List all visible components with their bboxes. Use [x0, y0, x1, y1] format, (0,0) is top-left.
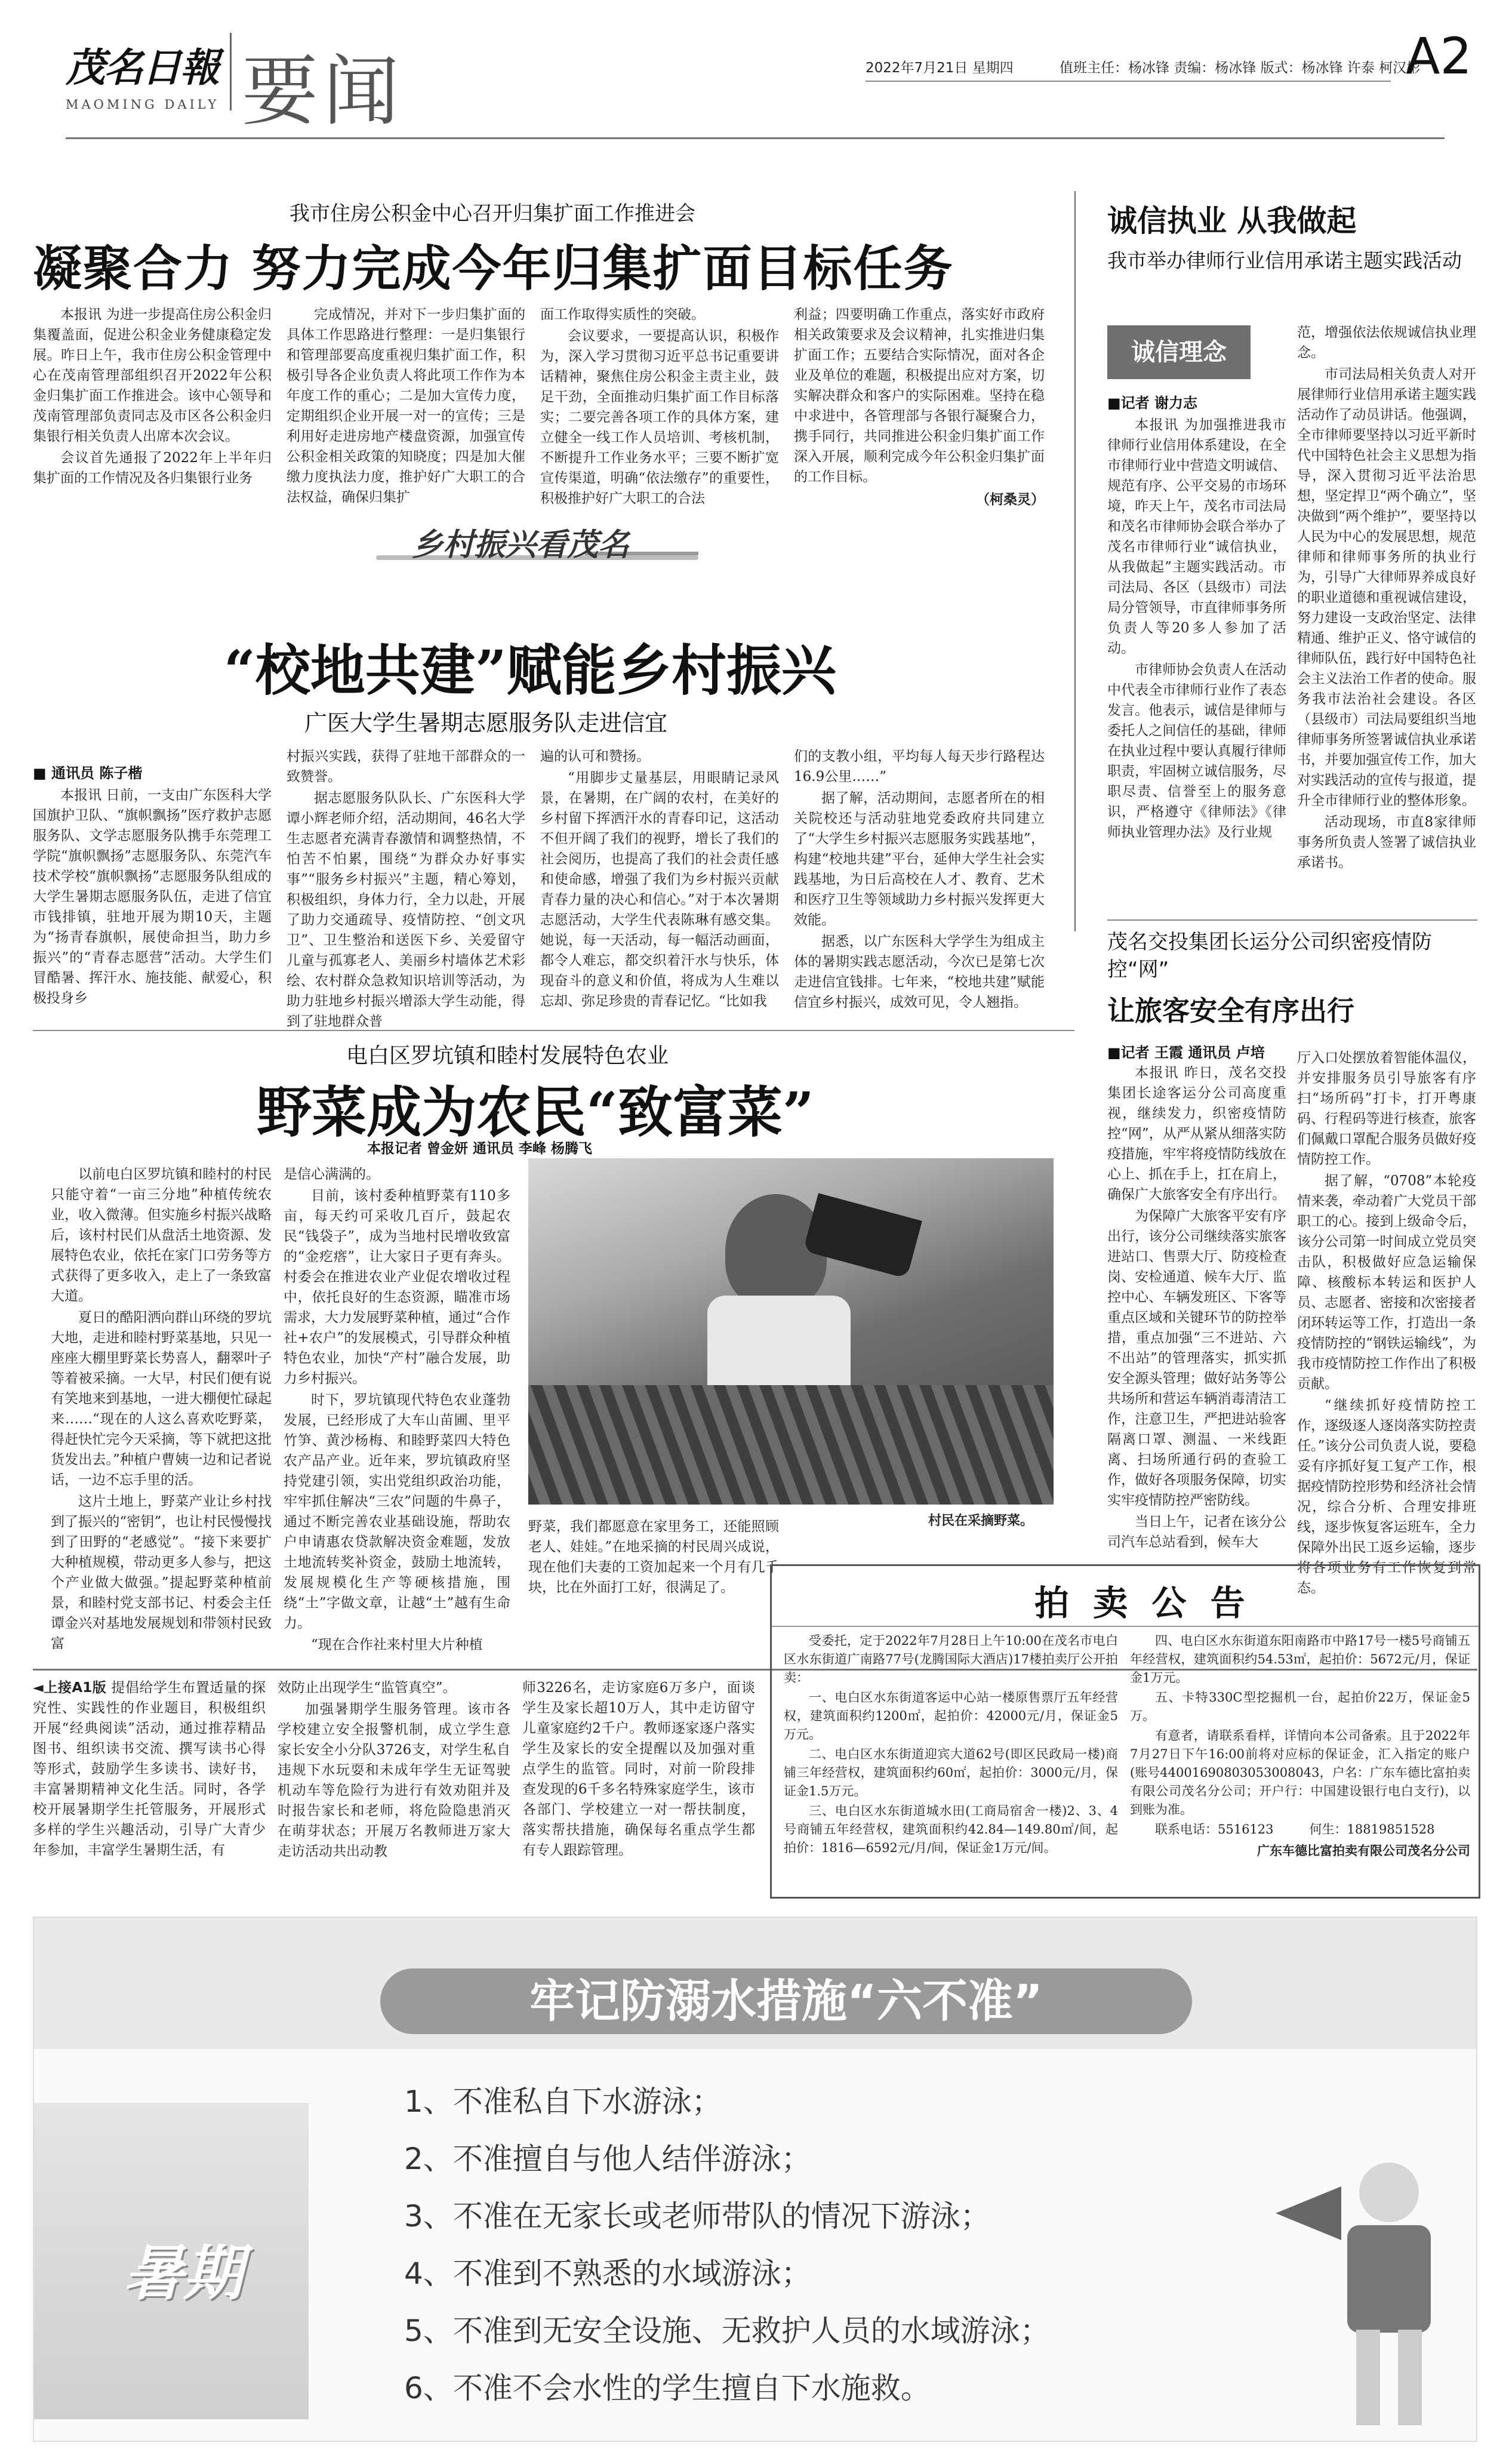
paragraph: 厅入口处摆放着智能体温仪，并安排服务员引导旅客有序扫“场所码”打卡，打开粤康码、行程码等进行核查，旅客们佩戴口罩配合服务员做好疫情防控工作。: [1297, 1050, 1476, 1167]
notice-column: [784, 1632, 1118, 1859]
paragraph: 当日上午，记者在该分公司汽车总站看到，候车大: [1107, 1514, 1286, 1550]
story-column: [1297, 322, 1476, 874]
paragraph: 会议首先通报了2022年上半年归集扩面的工作情况及各归集银行业务: [33, 450, 272, 486]
story-headline: 让旅客安全有序出行: [1107, 995, 1354, 1027]
contact-phone: 联系电话：5516123: [1155, 1822, 1274, 1837]
paragraph-text: 提倡给学生布置适量的探究性、实践性的作业题目，积极组织开展“经典阅读”活动，通过推荐精品图书、组织读书交流、撰写读书心得等形式，鼓励学生多读书、读好书，丰富暑期精神文化生活。同时，各学校开展暑期学生托管服务，开展形式多样的学生兴趣活动，引导广大青少年参加，丰富学生暑期生活，有: [33, 1680, 266, 1858]
paragraph: 是信心满满的。: [284, 1167, 380, 1182]
story-column: [33, 1678, 266, 1862]
story-column: [284, 1164, 510, 1656]
notice-company: 广东车德比富拍卖有限公司茂名分公司: [1257, 1843, 1470, 1858]
story-kicker: 诚信执业 从我做起: [1107, 204, 1357, 238]
paragraph: 活动现场，市直8家律师事务所负责人签署了诚信执业承诺书。: [1297, 814, 1476, 870]
story-column: [528, 1516, 779, 1599]
story-housing-fund: [33, 191, 1054, 549]
story-column: [1107, 415, 1286, 844]
story-column: [1107, 1063, 1286, 1554]
story-kicker: 茂名交投集团长运分公司织密疫情防控“网”: [1107, 930, 1432, 982]
paragraph: 完成情况，并对下一步归集扩面的具体工作思路进行整理：一是归集银行和管理部要高度重视归集扩面工作，积极引导各企业负责人将此项工作作为本年度工作的重心；二是加大宣传力度，定期组织企业开展一对一的宣传；三是利用好走进房地产楼盘资源，加强宣传公积金相关政策的知晓度；四是加大催缴力度执法力度，推护好广大职工的合法权益，确保归集扩: [287, 307, 525, 505]
paragraph: “继续抓好疫情防控工作，逐级逐人逐岗落实防控责任。”该分公司负责人说，要稳妥有序抓好复工复产工作，根据疫情防控形势和经济社会情况，综合分析、合理安排班线，逐步恢复客运班车，全力保障外出民工返乡运输，逐步将各项业务有工作恢复到常态。: [1297, 1398, 1476, 1596]
rule-item: 5、不准到无安全设施、无救护人员的水域游泳；: [404, 2314, 1050, 2348]
paragraph: 本报讯 昨日，茂名交投集团长途客运分公司高度重视，继续发力，织密疫情防控“网”，从严从紧从细落实防疫措施，牢牢将疫情防线放在心上、抓在手上，扛在肩上，确保广大旅客安全有序出行。: [1107, 1065, 1286, 1202]
story-transport-epidemic: [1107, 928, 1477, 1675]
byline: 本报记者 曾金妍 通讯员 李峰 杨腾飞: [367, 1141, 593, 1156]
rule-item: 3、不准在无家长或老师带队的情况下游泳；: [404, 2199, 990, 2234]
paragraph: 们的支教小组，平均每人每天步行路程达16.9公里……”: [794, 749, 1045, 785]
section-title: 要闻: [242, 47, 405, 136]
paragraph: 范，增强依法依规诚信执业理念。: [1297, 325, 1476, 361]
paragraph: 利益；四要明确工作重点，落实好市政府相关政策要求及会议精神，扎实推进归集扩面工作；五要结合实际情况，面对各企业及单位的难题，积极提出应对方案，切实解决群众和客户的实际困难。坚持在稳中求进中，各管理部与各银行凝聚合力，携手同行，共同推进公积金归集扩面工作深入开展，顺利完成今年公积金归集扩面的工作目标。: [794, 307, 1045, 485]
paragraph: 时下，罗坑镇现代特色农业蓬勃发展，已经形成了大车山苗圃、里平竹笋、黄沙杨梅、和睦野菜四大特色农产品产业。近年来，罗坑镇政府坚持党建引领，实出党组织政治功能，牢牢抓住解决“三农”问题的牛鼻子，通过不断完善农业基础设施，帮助农户申请惠农贷款解决资金难题，发放土地流转奖补资金，鼓励土地流转，发展规模化生产等硬核措施，围绕“土”字做文章，让越“土”越有生命力。: [284, 1392, 510, 1631]
story-column: [51, 1164, 272, 1655]
paragraph: 为保障广大旅客平安有序出行，该分公司继续落实旅客进站口、售票大厅、防疫检查岗、安检通道、候车大厅、监控中心、车辆发班区、下客等重点区域和关键环节的防控举措，重点加强“三不进站、六不出站”的管理落实，抓实抓安全源头管理；做好站务等公共场所和营运车辆消毒清洁工作，注意卫生，严把进站验客隔离口罩、测温、一米线距离、扫场所通行码的查验工作，做好各项服务保障，切实实牢疫情防控严密防线。: [1107, 1208, 1286, 1508]
paragraph: 据志愿服务队队长、广东医科大学谭小辉老师介绍，活动期间，46名大学生志愿者充满青春激情和调整热情，不怕苦不怕累，围绕“为群众办好事实事”“服务乡村振兴”主题，精心筹划，积极组织，身体力行，全力以赴，开展了助力交通疏导、疫情防控、“创文巩卫”、卫生整治和送医下乡、关爱留守儿童与孤寡老人、美丽乡村墙体艺术彩绘、农村群众急救知识培训等活动，为助力驻地乡村振兴增添大学生动能，得到了驻地群众普: [287, 790, 525, 1029]
story-headline: 我市举办律师行业信用承诺主题实践活动: [1107, 249, 1462, 272]
theme-box: [1107, 325, 1251, 379]
paragraph: “用脚步丈量基层，用眼睛记录风景，在暑期，在广阔的农村，在美好的乡村留下挥洒汗水的青春印记，这活动不但开阔了我们的视野，增长了我们的社会阅历，也提高了我们的社会责任感和使命感，增强了我们为乡村振兴贡献青春力量的决心和信心。”对于本次暑期志愿活动，大学生代表陈琳有感交集。她说，每一天活动，每一幅活动画面，都令人难忘，都交织着汗水与快乐，体现奋斗的意义和价值，将成为人生难以忘却、弥足珍贵的青春记忆。“比如我: [540, 770, 779, 1009]
paragraph: 市司法局相关负责人对开展律师行业信用承诺主题实践活动作了动员讲话。他强调，全市律师要坚持以习近平新时代中国特色社会主义思想为指导，深入贯彻习近平法治思想，坚定捍卫“两个确立”，坚决做到“两个维护”，要坚持以人民为中心的发展思想，规范律师和律师事务所的执业行为，引导广大律师界养成良好的职业道德和重视诚信建设，努力建设一支政治坚定、法律精通、维护正义、恪守诚信的律师队伍，践行好中国特色社会主义法治工作者的使命。服务我市法治社会建设。各区（县级市）司法局要组织当地律师事务所签署诚信执业承诺书，并要加强宣传工作，加大对实践活动的宣传与报道，提升全市律师行业的整体形象。: [1297, 367, 1476, 808]
story-headline: 野菜成为农民“致富菜”: [257, 1080, 814, 1145]
rule-item: 4、不准到不熟悉的水域游泳；: [404, 2256, 811, 2291]
paragraph: 据了解，“0708”本轮疫情来袭，牵动着广大党员干部职工的心。接到上级命令后，该分公司第一时间成立党员突击队，积极做好应急运输保障、核酸标本转运和医护人员、志愿者、密接和次密接者闭环转运等工作，打造出一条疫情防控的“钢铁运输线”，为我市疫情防控工作作出了积极贡献。: [1297, 1173, 1476, 1392]
story-column: [540, 304, 779, 510]
paragraph: 受委托，定于2022年7月28日上午10:00在茂名市电白区水东街道广南路77号(龙腾国际大酒店)17楼拍卖厅公开拍卖：: [784, 1634, 1118, 1685]
logo: [66, 36, 221, 113]
story-column: [287, 304, 525, 509]
paragraph: 效防止出现学生“监管真空”。: [278, 1680, 457, 1696]
masthead: [0, 0, 1509, 149]
story-column: [278, 1678, 510, 1863]
rules-list: [404, 2073, 1240, 2417]
paragraph: 五、卡特330C型挖掘机一台，起拍价22万，保证金5万。: [1130, 1690, 1470, 1723]
lifeguard-illustration: [1276, 2151, 1455, 2431]
story-lawyer-integrity: [1107, 197, 1477, 919]
paragraph: 本报讯 为进一步提高住房公积金归集覆盖面，促进公积金业务健康稳定发展。昨日上午，我市住房公积金管理中心在茂南管理部组织召开2022年公积金归集扩面工作推进会。该中心领导和茂南管理部负责同志及市区各公积金归集银行相关负责人出席本次会议。: [33, 307, 272, 444]
paragraph: 遍的认可和赞扬。: [540, 749, 650, 764]
editors-line: 值班主任：杨冰锋 责编：杨冰锋 版式：杨冰锋 许泰 柯汉彬: [1060, 60, 1421, 76]
story-column: [33, 304, 272, 490]
paragraph: 村振兴实践，获得了驻地干部群众的一致赞誉。: [287, 749, 525, 785]
story-column: [794, 746, 1045, 1014]
paragraph: 野菜，我们都愿意在家里务工，还能照顾老人、娃娃。”在地采摘的村民周兴成说，现在他们夫妻的工资加起来一个月有几千块，比在外面打工好，很满足了。: [528, 1519, 779, 1595]
story-column: [33, 785, 272, 1010]
megaphone-icon: [1276, 2186, 1341, 2240]
paragraph: 以前电白区罗坑镇和睦村的村民只能守着“一亩三分地”种植传统农业，收入微薄。但实施乡村振兴战略后，该村村民们从盘活土地资源、发展特色农业，依托在家门口劳务等方式获得了更多收入，走上了一条致富大道。: [51, 1167, 272, 1304]
rule-item: 1、不准私自下水游泳；: [404, 2084, 722, 2119]
paragraph: 市律师协会负责人在活动中代表全市律师行业作了表态发言。他表示，诚信是律师与委托人之间信任的基础，律师在执业过程中要认真履行律师职责，牢固树立诚信服务，尽职尽责、信誉至上的服务意识，严格遵守《律师法》《律师执业管理办法》及行业规: [1107, 662, 1286, 840]
rural-revitalization-strip: [376, 513, 698, 585]
notice-contact: [1130, 1820, 1470, 1839]
story-column: [287, 746, 525, 1033]
jump-line[interactable]: ◄上接A1版: [33, 1680, 107, 1696]
paragraph: 面工作取得实质性的突破。: [540, 307, 705, 322]
story-column: [1297, 1048, 1476, 1599]
ad-title-text: 牢记防溺水措施“六不准”: [529, 1974, 1043, 2028]
auction-notice: [770, 1564, 1480, 1899]
byline: ■记者 谢力志: [1107, 395, 1198, 411]
photo-caption: 村民在采摘野菜。: [928, 1514, 1034, 1528]
farm-photo: [528, 1158, 1054, 1505]
story-column: [540, 746, 779, 1013]
paragraph: [33, 1678, 266, 1860]
rule-item: 2、不准擅自与他人结伴游泳；: [404, 2142, 811, 2176]
paragraph: 师3226名，走访家庭6万多户，面谈学生及家长超10万人，其中走访留守儿童家庭约2千户。教师逐家逐户落实学生及家长的安全提醒以及加强对重点学生的监管。同时，对前一阶段排查发现的6千多名特殊家庭学生，该市各部门、学校建立一对一帮扶制度，落实帮扶措施，确保每名重点学生都有专人跟踪管理。: [522, 1680, 755, 1858]
paragraph: “现在合作社来村里大片种植: [311, 1637, 483, 1653]
byline: ■记者 王霞 通讯员 卢培: [1107, 1044, 1265, 1061]
story-column: [794, 304, 1045, 508]
story-headline: “校地共建”赋能乡村振兴: [224, 638, 836, 703]
story-kicker: 我市住房公积金中心召开归集扩面工作推进会: [290, 202, 695, 226]
story-signature: （柯桑灵）: [976, 491, 1045, 507]
paragraph: 二、电白区水东街道迎宾大道62号(即区民政局一楼)商铺三年经营权，建筑面积约60㎡，起拍价：3000元/月，保证金1.5万元。: [784, 1747, 1118, 1798]
paragraph: 有意者，请联系看样，详情向本公司备索。且于2022年7月27日下午16:00前将对应标的保证金，汇入指定的账户(账号44001690803053008043，户名：广东车德比富拍卖有限公司茂名分公司；开户行：中国建设银行电白支行)，以到账为准。: [1130, 1728, 1470, 1817]
issue-date: 2022年7月21日 星期四: [866, 60, 1014, 76]
paragraph: 据悉，以广东医科大学学生为组成主体的暑期实践志愿活动，今次已是第七次走进信宜钱排。七年来，“校地共建”赋能信宜乡村振兴，成效可见，令人翘指。: [794, 934, 1045, 1010]
paragraph: 加强暑期学生服务管理。该市各学校建立安全报警机制，成立学生意家长安全小分队3726支，对学生私自违规下水玩耍和未成年学生无证驾驶机动车等危险行为进行有效劝阻并及时报告家长和老师，将危险隐患消灭在萌芽状态；开展万名教师进万家大走访活动共出动教: [278, 1702, 510, 1859]
logo-text: 茂名日報: [66, 44, 218, 91]
story-kicker: 电白区罗坑镇和睦村发展特色农业: [346, 1044, 669, 1068]
contact-extra: 何生：18819851528: [1309, 1822, 1435, 1837]
story-subtitle: 广医大学生暑期志愿服务队走进信宜: [304, 710, 668, 736]
paragraph: 夏日的酷阳洒向群山环绕的罗坑大地，走进和睦村野菜基地，只见一座座大棚里野菜长势喜人，翻翠叶子等着被采摘。一大早，村民们便有说有笑地来到基地，一进大棚便忙碌起来……“现在的人这么喜欢吃野菜，得赶快忙完今天采摘，等下就把这批货发出去。”种植户曹姨一边和记者说话，一边不忘手里的活。: [51, 1310, 272, 1488]
notice-column: [1130, 1632, 1470, 1859]
paragraph: 目前，该村委种植野菜有110多亩，每天约可采收几百斤，鼓起农民“钱袋子”，成为当地村民增收致富的“金疙瘩”，让大家日子更有奔头。村委会在推进农业产业促农增收过程中，依托良好的生态资源，瞄准市场需求，大力发展野菜种植，通过“合作社+农户”的发展模式，引导群众种植特色农业，加快“产村”融合发展，助力乡村振兴。: [284, 1188, 510, 1386]
paragraph: 据了解，活动期间，志愿者所在的相关院校还与活动驻地党委政府共同建立了“大学生乡村振兴志愿服务实践基地”，构建“校地共建”平台，延伸大学生社会实践基地，为日后高校在人才、教育、艺术和医疗卫生等领域助力乡村振兴发挥更大效能。: [794, 790, 1045, 928]
theme-box-label: 诚信理念: [1131, 339, 1227, 366]
paragraph: 这片土地上，野菜产业让乡村找到了振兴的“密钥”，也让村民慢慢找到了田野的“老感觉”。“接下来要扩大种植规模，带动更多人参与，把这个产业做大做强。”提起野菜种植前景，和睦村党支部书记、村委会主任谭金兴对基地发展规划和带领村民致富: [51, 1494, 272, 1651]
byline: ■ 通讯员 陈子楷: [33, 765, 143, 782]
ad-side-text: 暑期: [124, 2238, 243, 2308]
paragraph: 三、电白区水东街道城水田(工商局宿舍一楼)2、3、4号商铺五年经营权，建筑面积约42.84—149.80㎡/间，起拍价：1816—6592元/月/间，保证金1万元/间。: [784, 1804, 1118, 1855]
ad-title: [380, 1968, 1192, 2034]
rule-item: 6、不准不会水性的学生擅自下水施救。: [404, 2371, 931, 2405]
ad-side-label: [34, 2103, 309, 2419]
strip-title: 乡村振兴看茂名: [412, 527, 630, 563]
paragraph: 四、电白区水东街道东阳南路市中路17号一楼5号商铺五年经营权，建筑面积约54.53㎡，起拍价：5672元/月，保证金1万元。: [1130, 1634, 1470, 1685]
story-campus-village: [33, 627, 1054, 1029]
story-summer-safety-continued: [33, 1678, 767, 1893]
story-headline: 凝聚合力 努力完成今年归集扩面目标任务: [33, 240, 954, 297]
notice-title: 拍 卖 公 告: [1034, 1583, 1251, 1623]
paragraph: 会议要求，一要提高认识，积极作为，深入学习贯彻习近平总书记重要讲话精神，聚焦住房公积金主责主业，鼓足干劲，全面推动归集扩面工作目标落实；二要完善各项工作的具体方案，建立健全一线工作人员培训、考核机制，不断提升工作业务水平；三要不断扩宽宣传渠道，明确“依法缴存”的重要性，积极推护好广大职工的合法: [540, 328, 779, 506]
paragraph: 本报讯 为加强推进我市律师行业信用体系建设，在全市律师行业中营造文明诚信、规范有序、公平交易的市场环境，昨天上午，茂名市司法局和茂名市律师协会联合举办了茂名市律师行业“诚信执业，从我做起”主题实践活动。市司法局、各区（县级市）司法局分管领导，市直律师事务所负责人等20多人参加了活动。: [1107, 417, 1286, 656]
logo-english: MAOMING DAILY: [66, 97, 220, 112]
drowning-prevention-ad: [33, 1917, 1477, 2442]
paragraph: 本报讯 日前，一支由广东医科大学国旗护卫队、“旗帜飘扬”医疗救护志愿服务队、文学志愿服务队携手东莞理工学院“旗帜飘扬”志愿服务队、东莞汽车技术学校“旗帜飘扬”志愿服务队组成的大学生暑期志愿服务队伍，走进了信宜市钱排镇，驻地开展为期10天，主题为“扬青春旗帜，展使命担当，助力乡振兴”的“青春志愿营”活动。大学生们冒酷暑、挥汗水、施技能、献爱心，积极投身乡: [33, 788, 272, 1006]
paragraph: 一、电白区水东街道客运中心站一楼原售票厅五年经营权，建筑面积约1200㎡，起拍价：42000元/月，保证金5万元。: [784, 1690, 1118, 1742]
page-number: A2: [1406, 27, 1472, 85]
story-column: [522, 1678, 755, 1862]
